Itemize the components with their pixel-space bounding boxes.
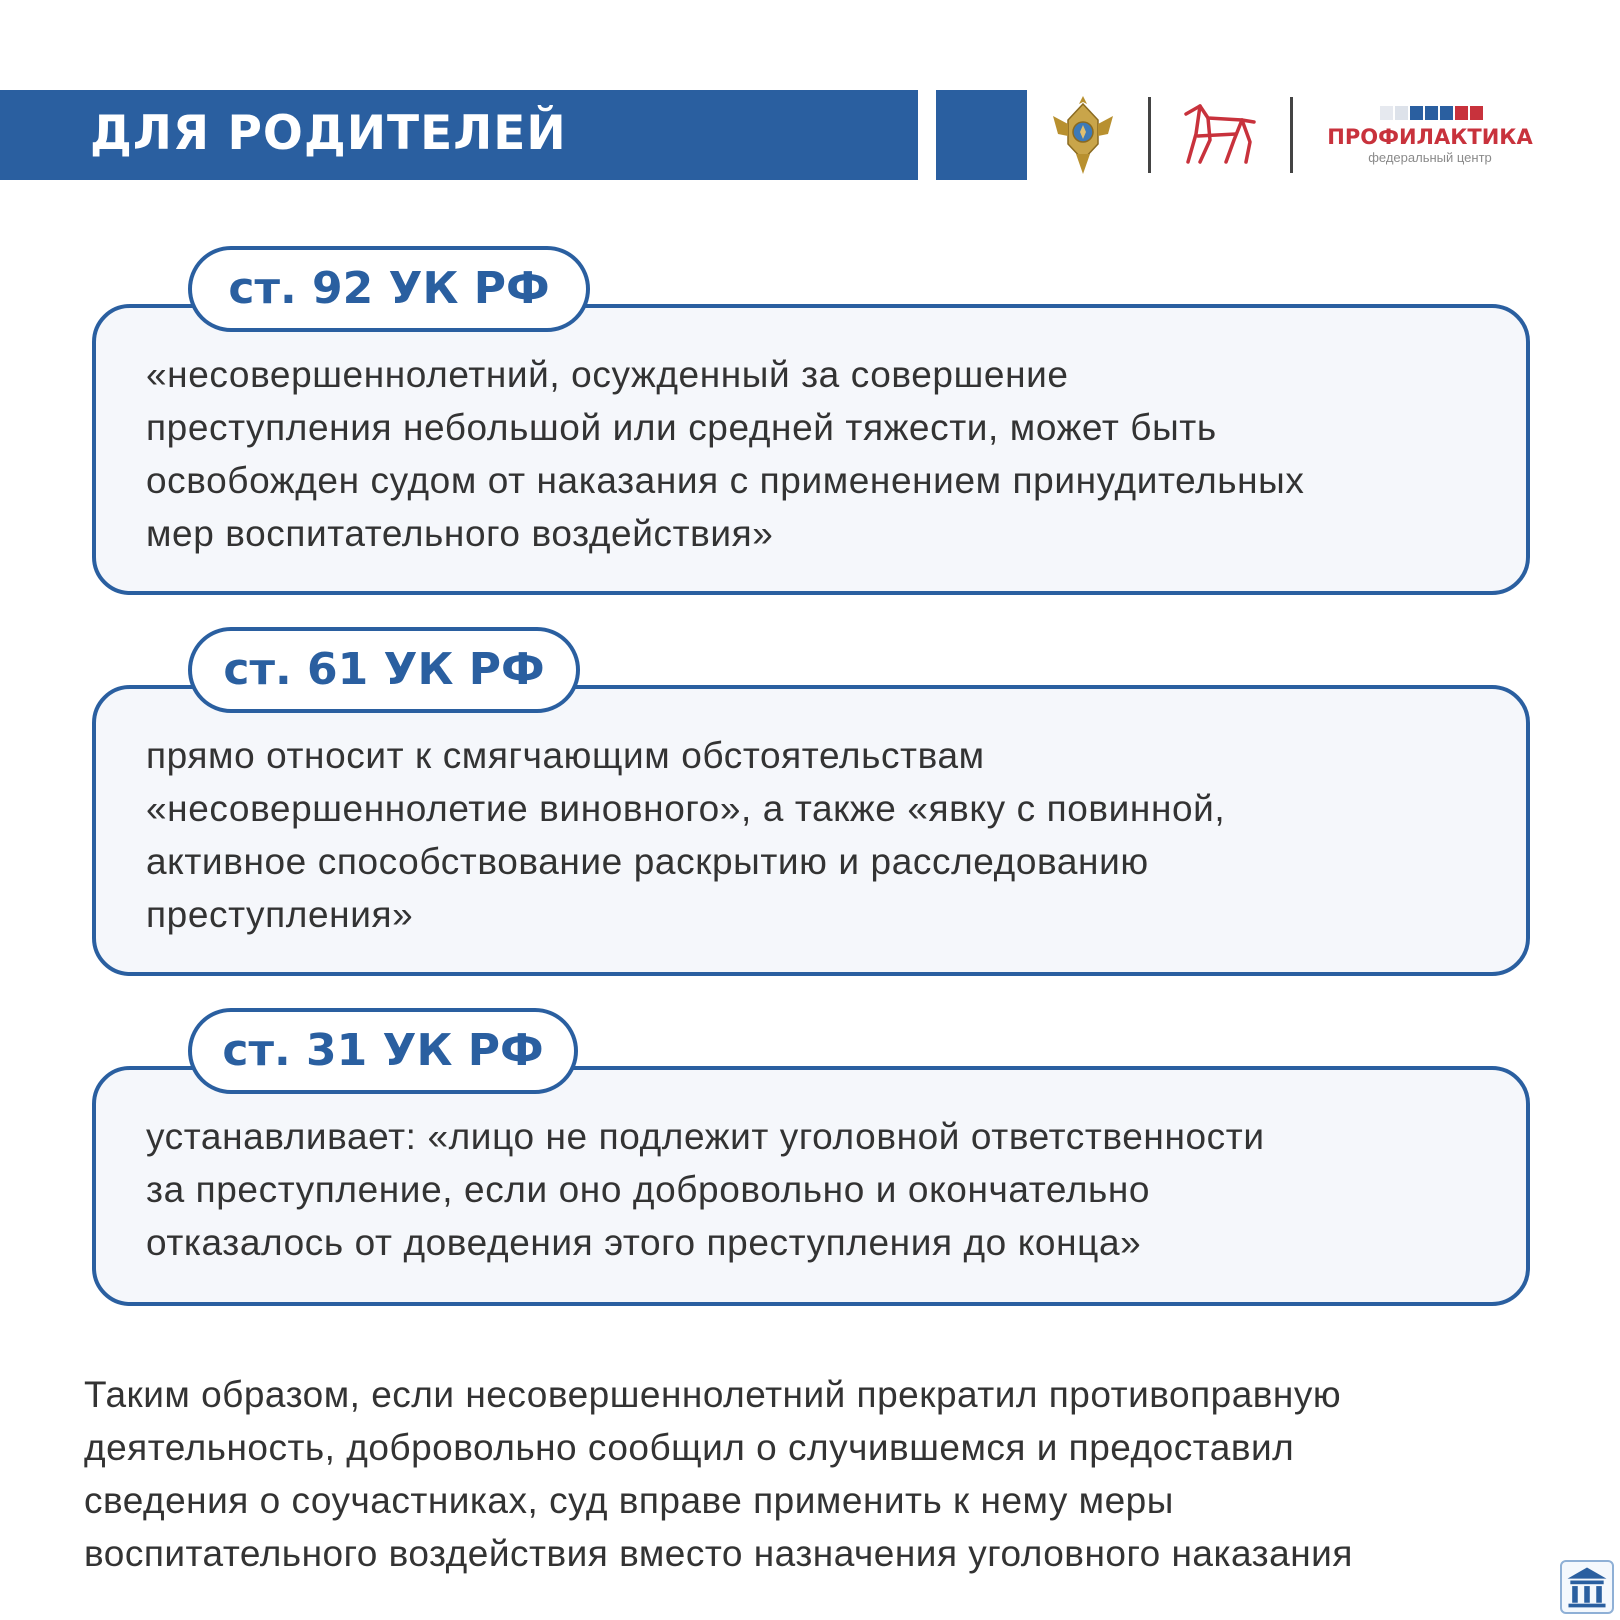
article-card-text: прямо относит к смягчающим обстоятельствам «несовершеннолетие виновного», а также «явку с повинной, активное способствование раскрытию и расследованию преступления» [146,735,1226,935]
article-tag: ст. 31 УК РФ [188,1008,578,1094]
profilaktika-logo-title: ПРОФИЛАКТИКА [1327,125,1533,149]
profilaktika-logo-subtitle: федеральный центр [1368,150,1492,165]
article-card-text: устанавливает: «лицо не подлежит уголовной ответственности за преступление, если оно добровольно и окончательно отказалось от доведения этого преступления до конца» [146,1116,1265,1263]
conclusion-text: Таким образом, если несовершеннолетний прекратил противоправную деятельность, добровольно сообщил о случившемся и предоставил сведения о соучастниках, суд вправе применить к нему меры воспитательного воздействия вместо назначения уголовного наказания [84,1374,1353,1574]
emblem-icon [1050,94,1116,176]
article-tag: ст. 61 УК РФ [188,627,580,713]
corner-logo-icon [1560,1560,1614,1614]
logo-divider [1290,97,1293,173]
article-card-text: «несовершеннолетний, осужденный за совершение преступления небольшой или средней тяжести, может быть освобожден судом от наказания с применением принудительных мер воспитательного воздействия» [146,354,1305,554]
page-title: ДЛЯ РОДИТЕЛЕЙ [90,106,567,161]
article-card [92,304,1530,595]
logo-divider [1148,97,1151,173]
horse-logo-icon [1180,100,1260,170]
article-card [92,685,1530,976]
article-card [92,1066,1530,1306]
article-tag: ст. 92 УК РФ [188,246,590,332]
header-accent-square [936,90,1027,180]
profilaktika-flag-icon [1380,106,1484,120]
